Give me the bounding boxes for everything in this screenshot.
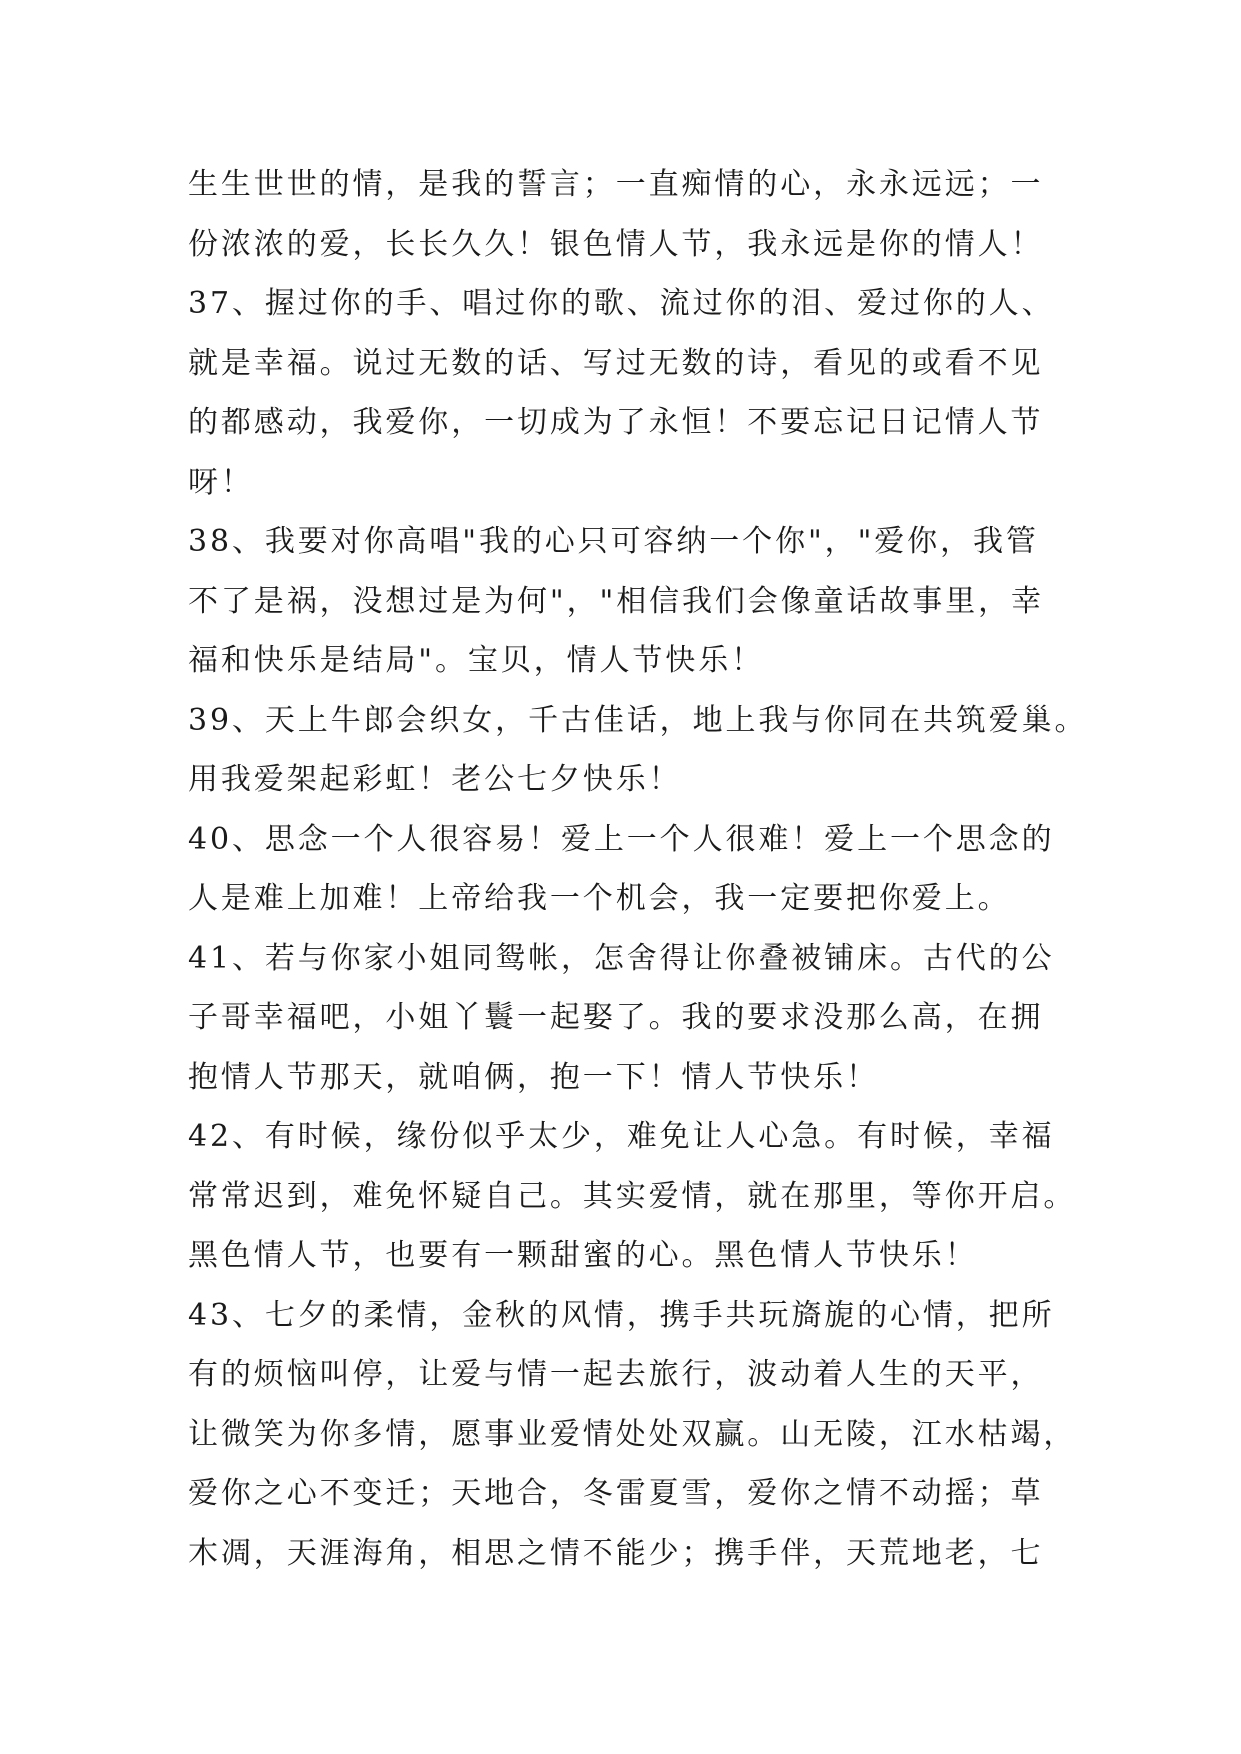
text-line: 不了是祸，没想过是为何"，"相信我们会像童话故事里，幸 xyxy=(188,583,1044,619)
text-line: 就是幸福。说过无数的话、写过无数的诗，看见的或看不见 xyxy=(188,345,1044,381)
text-line: 爱你之心不变迁；天地合，冬雷夏雪，爱你之情不动摇；草 xyxy=(188,1476,1044,1511)
text-line: 37、握过你的手、唱过你的歌、流过你的泪、爱过你的人、 xyxy=(188,286,1055,321)
text-line: 38、我要对你高唱"我的心只可容纳一个你"，"爱你，我管 xyxy=(188,524,1039,559)
text-line: 常常迟到，难免怀疑自己。其实爱情，就在那里，等你开启。 xyxy=(188,1178,1077,1214)
text-line: 黑色情人节，也要有一颗甜蜜的心。黑色情人节快乐！ xyxy=(188,1238,978,1273)
text-line: 39、天上牛郎会织女，千古佳话，地上我与你同在共筑爱巢。 xyxy=(188,702,1088,738)
text-line: 的都感动，我爱你，一切成为了永恒！不要忘记日记情人节 xyxy=(188,405,1044,440)
document-body-text xyxy=(188,155,1088,1583)
text-line: 木凋，天涯海角，相思之情不能少；携手伴，天荒地老，七 xyxy=(188,1535,1044,1571)
text-line: 用我爱架起彩虹！老公七夕快乐！ xyxy=(188,762,682,797)
text-line: 有的烦恼叫停，让爱与情一起去旅行，波动着人生的天平， xyxy=(188,1357,1044,1392)
text-line: 抱情人节那天，就咱俩，抱一下！情人节快乐！ xyxy=(188,1059,879,1095)
text-line: 40、思念一个人很容易！爱上一个人很难！爱上一个思念的 xyxy=(188,821,1055,857)
text-line: 福和快乐是结局"。宝贝，情人节快乐！ xyxy=(188,643,764,678)
text-line: 份浓浓的爱，长长久久！银色情人节，我永远是你的情人！ xyxy=(188,226,1044,262)
text-line: 人是难上加难！上帝给我一个机会，我一定要把你爱上。 xyxy=(188,881,1011,916)
text-line: 43、七夕的柔情，金秋的风情，携手共玩旖旎的心情，把所 xyxy=(188,1297,1055,1333)
text-line: 子哥幸福吧，小姐丫鬟一起娶了。我的要求没那么高，在拥 xyxy=(188,1000,1044,1035)
text-line: 呀！ xyxy=(188,464,254,500)
text-line: 让微笑为你多情，愿事业爱情处处双赢。山无陵，江水枯竭， xyxy=(188,1416,1077,1452)
text-line: 41、若与你家小姐同鸳帐，怎舍得让你叠被铺床。古代的公 xyxy=(188,940,1055,976)
text-line: 生生世世的情，是我的誓言；一直痴情的心，永永远远；一 xyxy=(188,167,1044,202)
text-line: 42、有时候，缘份似乎太少，难免让人心急。有时候，幸福 xyxy=(188,1119,1055,1154)
